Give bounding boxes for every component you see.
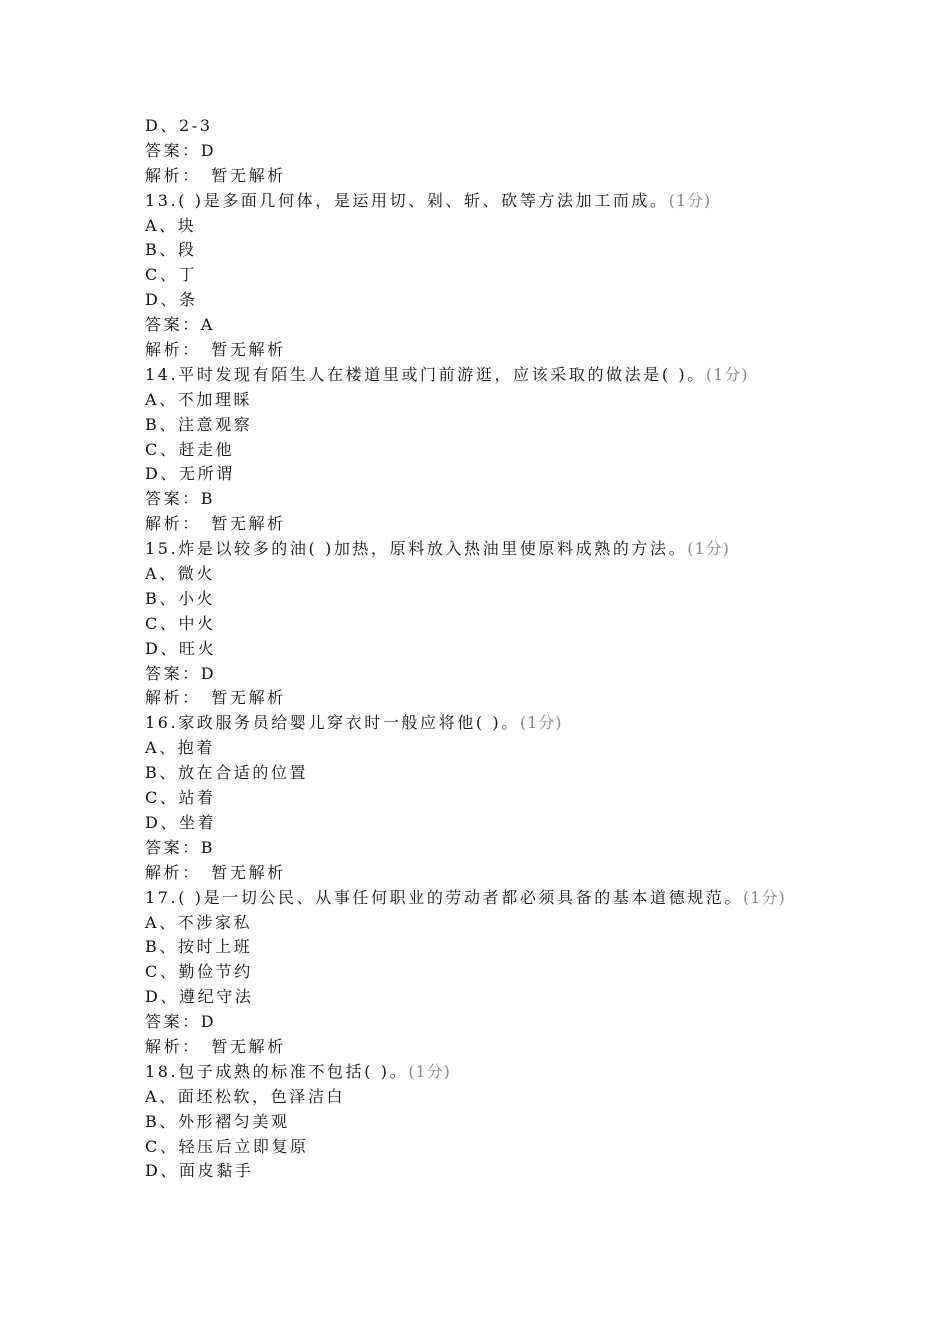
- question-score: (1分): [705, 364, 749, 384]
- question-score: (1分): [408, 1061, 451, 1081]
- analysis-line: 解析： 暂无解析: [145, 340, 286, 360]
- question-score: (1分): [519, 713, 563, 733]
- option-line: A、面坯松软，色泽洁白: [145, 1086, 346, 1106]
- option-line: D、遵纪守法: [145, 987, 254, 1007]
- option-line: B、按时上班: [145, 937, 253, 957]
- answer-line: 答案：D: [145, 663, 217, 683]
- question-stem: 17.( )是一切公民、从事任何职业的劳动者都必须具备的基本道德规范。(1分): [145, 887, 786, 907]
- option-line: B、注意观察: [145, 414, 253, 434]
- analysis-line: 解析： 暂无解析: [145, 514, 286, 534]
- option-line: C、站着: [145, 788, 216, 808]
- option-line: D、旺火: [145, 638, 217, 658]
- option-line: C、轻压后立即复原: [145, 1136, 309, 1156]
- analysis-line: 解析： 暂无解析: [145, 688, 286, 708]
- question-stem: 15.炸是以较多的油( )加热，原料放入热油里使原料成熟的方法。(1分): [145, 539, 730, 559]
- question-score: (1分): [687, 539, 730, 559]
- answer-line: 答案：D: [145, 1012, 217, 1032]
- option-line: A、微火: [145, 564, 215, 584]
- option-line: C、勤俭节约: [145, 962, 253, 982]
- option-line: D、条: [145, 290, 198, 310]
- option-line: B、小火: [145, 588, 216, 608]
- analysis-line: 解析： 暂无解析: [145, 1036, 286, 1056]
- option-line: B、放在合适的位置: [145, 763, 309, 783]
- question-score: (1分): [743, 887, 786, 907]
- option-line: A、抱着: [145, 738, 215, 758]
- option-line: C、中火: [145, 613, 216, 633]
- option-line: D、面皮黏手: [145, 1161, 254, 1181]
- answer-line: 答案：A: [145, 315, 215, 335]
- analysis-line: 解析： 暂无解析: [145, 165, 286, 185]
- option-line: A、不涉家私: [145, 912, 253, 932]
- option-line: D、坐着: [145, 812, 217, 832]
- option-line: B、外形褶匀美观: [145, 1111, 290, 1131]
- option-line: C、丁: [145, 265, 198, 285]
- answer-line: 答案：B: [145, 489, 216, 509]
- answer-line: 答案：B: [145, 837, 216, 857]
- question-stem: 16.家政服务员给婴儿穿衣时一般应将他( )。(1分): [145, 713, 563, 733]
- option-line: D、2-3: [145, 116, 213, 135]
- option-line: D、无所谓: [145, 464, 235, 484]
- analysis-line: 解析： 暂无解析: [145, 862, 286, 882]
- question-stem: 18.包子成熟的标准不包括( )。(1分): [145, 1061, 451, 1081]
- answer-line: 答案：D: [145, 140, 217, 160]
- option-line: C、赶走他: [145, 439, 235, 459]
- option-line: B、段: [145, 240, 197, 260]
- question-score: (1分): [668, 190, 712, 210]
- question-stem: 14.平时发现有陌生人在楼道里或门前游逛，应该采取的做法是( )。(1分): [145, 364, 749, 384]
- option-line: A、块: [145, 215, 197, 235]
- document-page: [145, 114, 795, 1184]
- question-stem: 13.( )是多面几何体，是运用切、剁、斩、砍等方法加工而成。(1分): [145, 190, 712, 210]
- option-line: A、不加理睬: [145, 389, 253, 409]
